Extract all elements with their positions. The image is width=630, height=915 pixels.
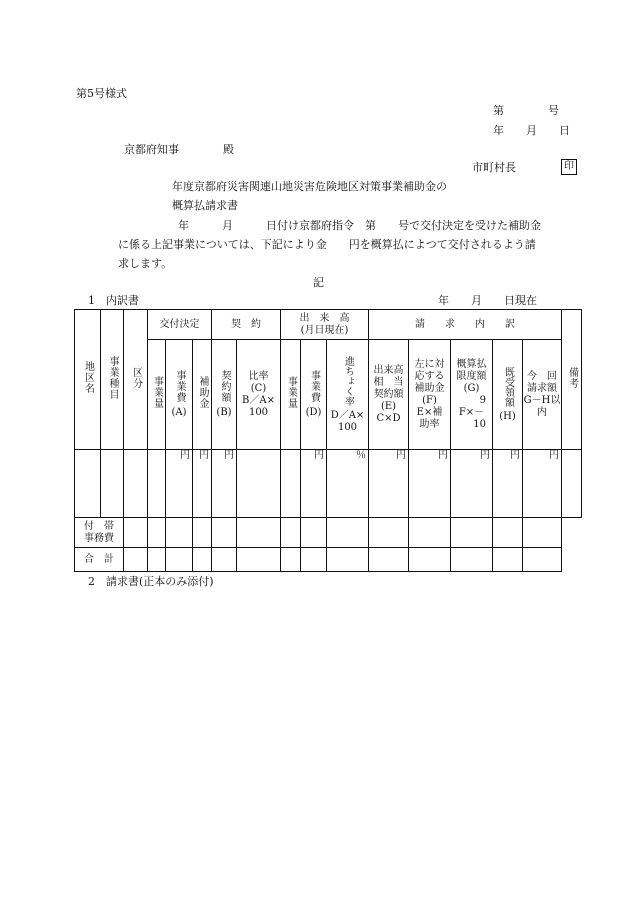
cell — [124, 518, 148, 548]
header-koufu-kettei: 交付決定 — [148, 310, 212, 340]
cell — [369, 518, 409, 548]
cell — [166, 518, 193, 548]
header-hojokin: 補助金 — [193, 340, 212, 450]
document-number-line: 第 号 — [493, 104, 559, 117]
cell — [562, 450, 582, 518]
cell — [327, 518, 369, 548]
table-row — [75, 518, 582, 548]
header-f: 左に対 応する 補助金 (F) E×補 助率 — [409, 340, 451, 450]
header-g: 概算払 限度額 (G) 9 F×－ 10 — [451, 340, 493, 450]
yen-unit: 円 — [301, 450, 327, 518]
cell — [212, 518, 237, 548]
cell — [493, 518, 523, 548]
header-keiyakugaku: 契約額 (B) — [212, 340, 237, 450]
addressee: 京都府知事 殿 — [124, 143, 234, 156]
cell — [148, 548, 166, 572]
yen-unit: 円 — [523, 450, 562, 518]
cell — [523, 518, 562, 548]
header-e: 出来高 相 当 契約額 (E) C×D — [369, 340, 409, 450]
header-kubun: 区分 — [124, 310, 148, 450]
header-jigyoushu: 事業種目 — [101, 310, 124, 450]
cell — [124, 548, 148, 572]
cell — [193, 518, 212, 548]
header-dekidaka: 出 来 高 (月日現在) — [281, 310, 369, 340]
header-keiyaku: 契 約 — [212, 310, 281, 340]
cell — [409, 548, 451, 572]
section1-as-of: 年 月 日現在 — [438, 294, 537, 307]
header-i: 今 回 請求額 G－H以 内 — [523, 340, 562, 450]
yen-unit: 円 — [493, 450, 523, 518]
cell — [212, 548, 237, 572]
header-dekidaka-jigyouryou: 事業量 — [281, 340, 301, 450]
table-row — [75, 548, 582, 572]
cell — [237, 518, 281, 548]
cell — [493, 548, 523, 572]
header-jigyouryou: 事業量 — [148, 340, 166, 450]
form-number: 第5号様式 — [76, 87, 127, 100]
percent-unit: ％ — [327, 450, 369, 518]
header-dekidaka-jigyouhi: 事業費 (D) — [301, 340, 327, 450]
cell — [148, 518, 166, 548]
cell — [301, 518, 327, 548]
yen-unit: 円 — [166, 450, 193, 518]
sender-title: 市町村長 — [472, 161, 516, 174]
header-biko: 備考 — [562, 310, 582, 450]
cell — [301, 548, 327, 572]
cell — [281, 450, 301, 518]
header-seikyu-uchiwake: 請 求 内 訳 — [369, 310, 562, 340]
body-line1: 年 月 日付け京都府指令 第 号で交付決定を受けた補助金 — [178, 219, 541, 232]
header-shinchoku-ritsu: 進ちょく率 D／A× 100 — [327, 340, 369, 450]
yen-unit: 円 — [409, 450, 451, 518]
header-hiritsu: 比率 (C) B／A× 100 — [237, 340, 281, 450]
yen-unit: 円 — [451, 450, 493, 518]
cell — [193, 548, 212, 572]
cell — [101, 450, 124, 518]
cell — [327, 548, 369, 572]
breakdown-table — [74, 309, 582, 572]
cell — [148, 450, 166, 518]
body-line2: に係る上記事業については、下記により金 円を概算払によつて交付されるよう請 — [118, 238, 536, 251]
ki-mark: 記 — [313, 276, 324, 289]
row-futai-jimuhi: 付 帯 事務費 — [75, 518, 124, 548]
cell — [166, 548, 193, 572]
cell — [369, 548, 409, 572]
document-title-line1: 年度京都府災害関連山地災害危険地区対策事業補助金の — [172, 180, 447, 193]
document-date-line: 年 月 日 — [493, 124, 570, 137]
header-chiku: 地区名 — [75, 310, 101, 450]
header-h: 既受領額 (H) — [493, 340, 523, 450]
document-title-line2: 概算払請求書 — [172, 199, 238, 212]
cell — [237, 450, 281, 518]
cell — [281, 518, 301, 548]
section1-label: 1 内訳書 — [88, 294, 139, 307]
body-line3: 求します。 — [118, 257, 173, 270]
cell — [124, 450, 148, 518]
cell — [281, 548, 301, 572]
row-goukei: 合 計 — [75, 548, 124, 572]
section2-label: 2 請求書(正本のみ添付) — [88, 575, 214, 588]
cell — [451, 548, 493, 572]
yen-unit: 円 — [193, 450, 212, 518]
yen-unit: 円 — [369, 450, 409, 518]
seal-mark: 印 — [561, 159, 577, 175]
cell — [237, 548, 281, 572]
cell — [451, 518, 493, 548]
cell — [409, 518, 451, 548]
header-jigyouhi-a: 事業費 (A) — [166, 340, 193, 450]
cell — [75, 450, 101, 518]
cell — [523, 548, 562, 572]
table-row — [75, 450, 582, 518]
yen-unit: 円 — [212, 450, 237, 518]
